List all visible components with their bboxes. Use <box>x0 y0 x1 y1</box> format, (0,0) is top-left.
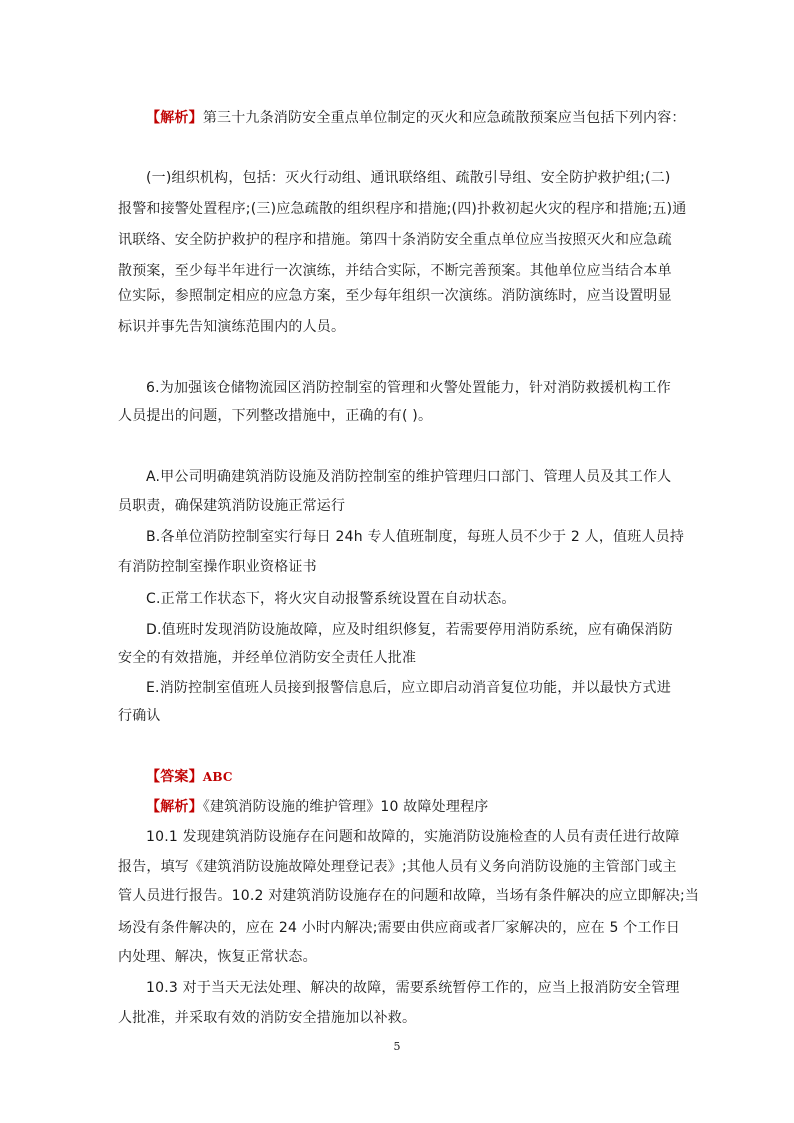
paragraph-line: 10.1 发现建筑消防设施存在问题和故障的，实施消防设施检查的人员有责任进行故障 <box>146 829 680 845</box>
analysis-intro: 《建筑消防设施的维护管理》10 故障处理程序 <box>202 799 489 815</box>
paragraph-line: 内处理、解决，恢复正常状态。 <box>118 949 317 965</box>
option-b-cont: 有消防控制室操作职业资格证书 <box>118 559 317 575</box>
option-a: A.甲公司明确建筑消防设施及消防控制室的维护管理归口部门、管理人员及其工作人 <box>146 469 672 485</box>
paragraph-line: 位实际，参照制定相应的应急方案，至少每年组织一次演练。消防演练时，应当设置明显 <box>118 288 672 304</box>
analysis-intro: 第三十九条消防安全重点单位制定的灭火和应急疏散预案应当包括下列内容： <box>202 110 686 126</box>
analysis-heading-2 <box>146 797 488 817</box>
option-e: E.消防控制室值班人员接到报警信息后，应立即启动消音复位功能，并以最快方式进 <box>146 680 671 696</box>
paragraph-line: 讯联络、安全防护救护的程序和措施。第四十条消防安全重点单位应当按照灭火和应急疏 <box>118 232 672 248</box>
answer-tag: 【答案】 <box>146 769 203 785</box>
analysis-tag: 【解析】 <box>146 799 203 815</box>
analysis-tag: 【解析】 <box>146 110 203 126</box>
option-b: B.各单位消防控制室实行每日 24h 专人值班制度，每班人员不少于 2 人，值班人员持 <box>146 529 685 545</box>
paragraph-line: 散预案，至少每半年进行一次演练，并结合实际，不断完善预案。其他单位应当结合本单 <box>118 263 672 279</box>
paragraph-line: (一)组织机构，包括：灭火行动组、通讯联络组、疏散引导组、安全防护救护组;(二) <box>146 170 671 186</box>
paragraph-line: 报告，填写《建筑消防设施故障处理登记表》;其他人员有义务向消防设施的主管部门或主 <box>118 859 677 875</box>
paragraph-line: 场没有条件解决的，应在 24 小时内解决;需要由供应商或者厂家解决的，应在 5 个工作日 <box>118 920 681 936</box>
question-line: 人员提出的问题，下列整改措施中，正确的有( )。 <box>118 408 433 424</box>
option-a-cont: 员职责，确保建筑消防设施正常运行 <box>118 498 346 514</box>
paragraph-line: 标识并事先告知演练范围内的人员。 <box>118 319 346 335</box>
option-d: D.值班时发现消防设施故障，应及时组织修复，若需要停用消防系统，应有确保消防 <box>146 622 673 638</box>
option-c: C.正常工作状态下，将火灾自动报警系统设置在自动状态。 <box>146 591 516 607</box>
option-e-cont: 行确认 <box>118 708 161 724</box>
paragraph-line: 10.3 对于当天无法处理、解决的故障，需要系统暂停工作的，应当上报消防安全管理 <box>146 980 680 996</box>
option-d-cont: 安全的有效措施，并经单位消防安全责任人批准 <box>118 650 417 666</box>
page-number: 5 <box>393 1040 401 1053</box>
paragraph-line: 管人员进行报告。10.2 对建筑消防设施存在的问题和故障，当场有条件解决的应立即解决;当 <box>118 888 700 904</box>
answer-line <box>146 767 233 787</box>
paragraph-line: 人批准，并采取有效的消防安全措施加以补救。 <box>118 1010 417 1026</box>
analysis-heading-1 <box>146 108 686 128</box>
answer-value: ABC <box>202 770 233 784</box>
paragraph-line: 报警和接警处置程序;(三)应急疏散的组织程序和措施;(四)扑救初起火灾的程序和措施;五)通 <box>118 201 687 217</box>
question-line: 6.为加强该仓储物流园区消防控制室的管理和火警处置能力，针对消防救援机构工作 <box>146 380 671 396</box>
